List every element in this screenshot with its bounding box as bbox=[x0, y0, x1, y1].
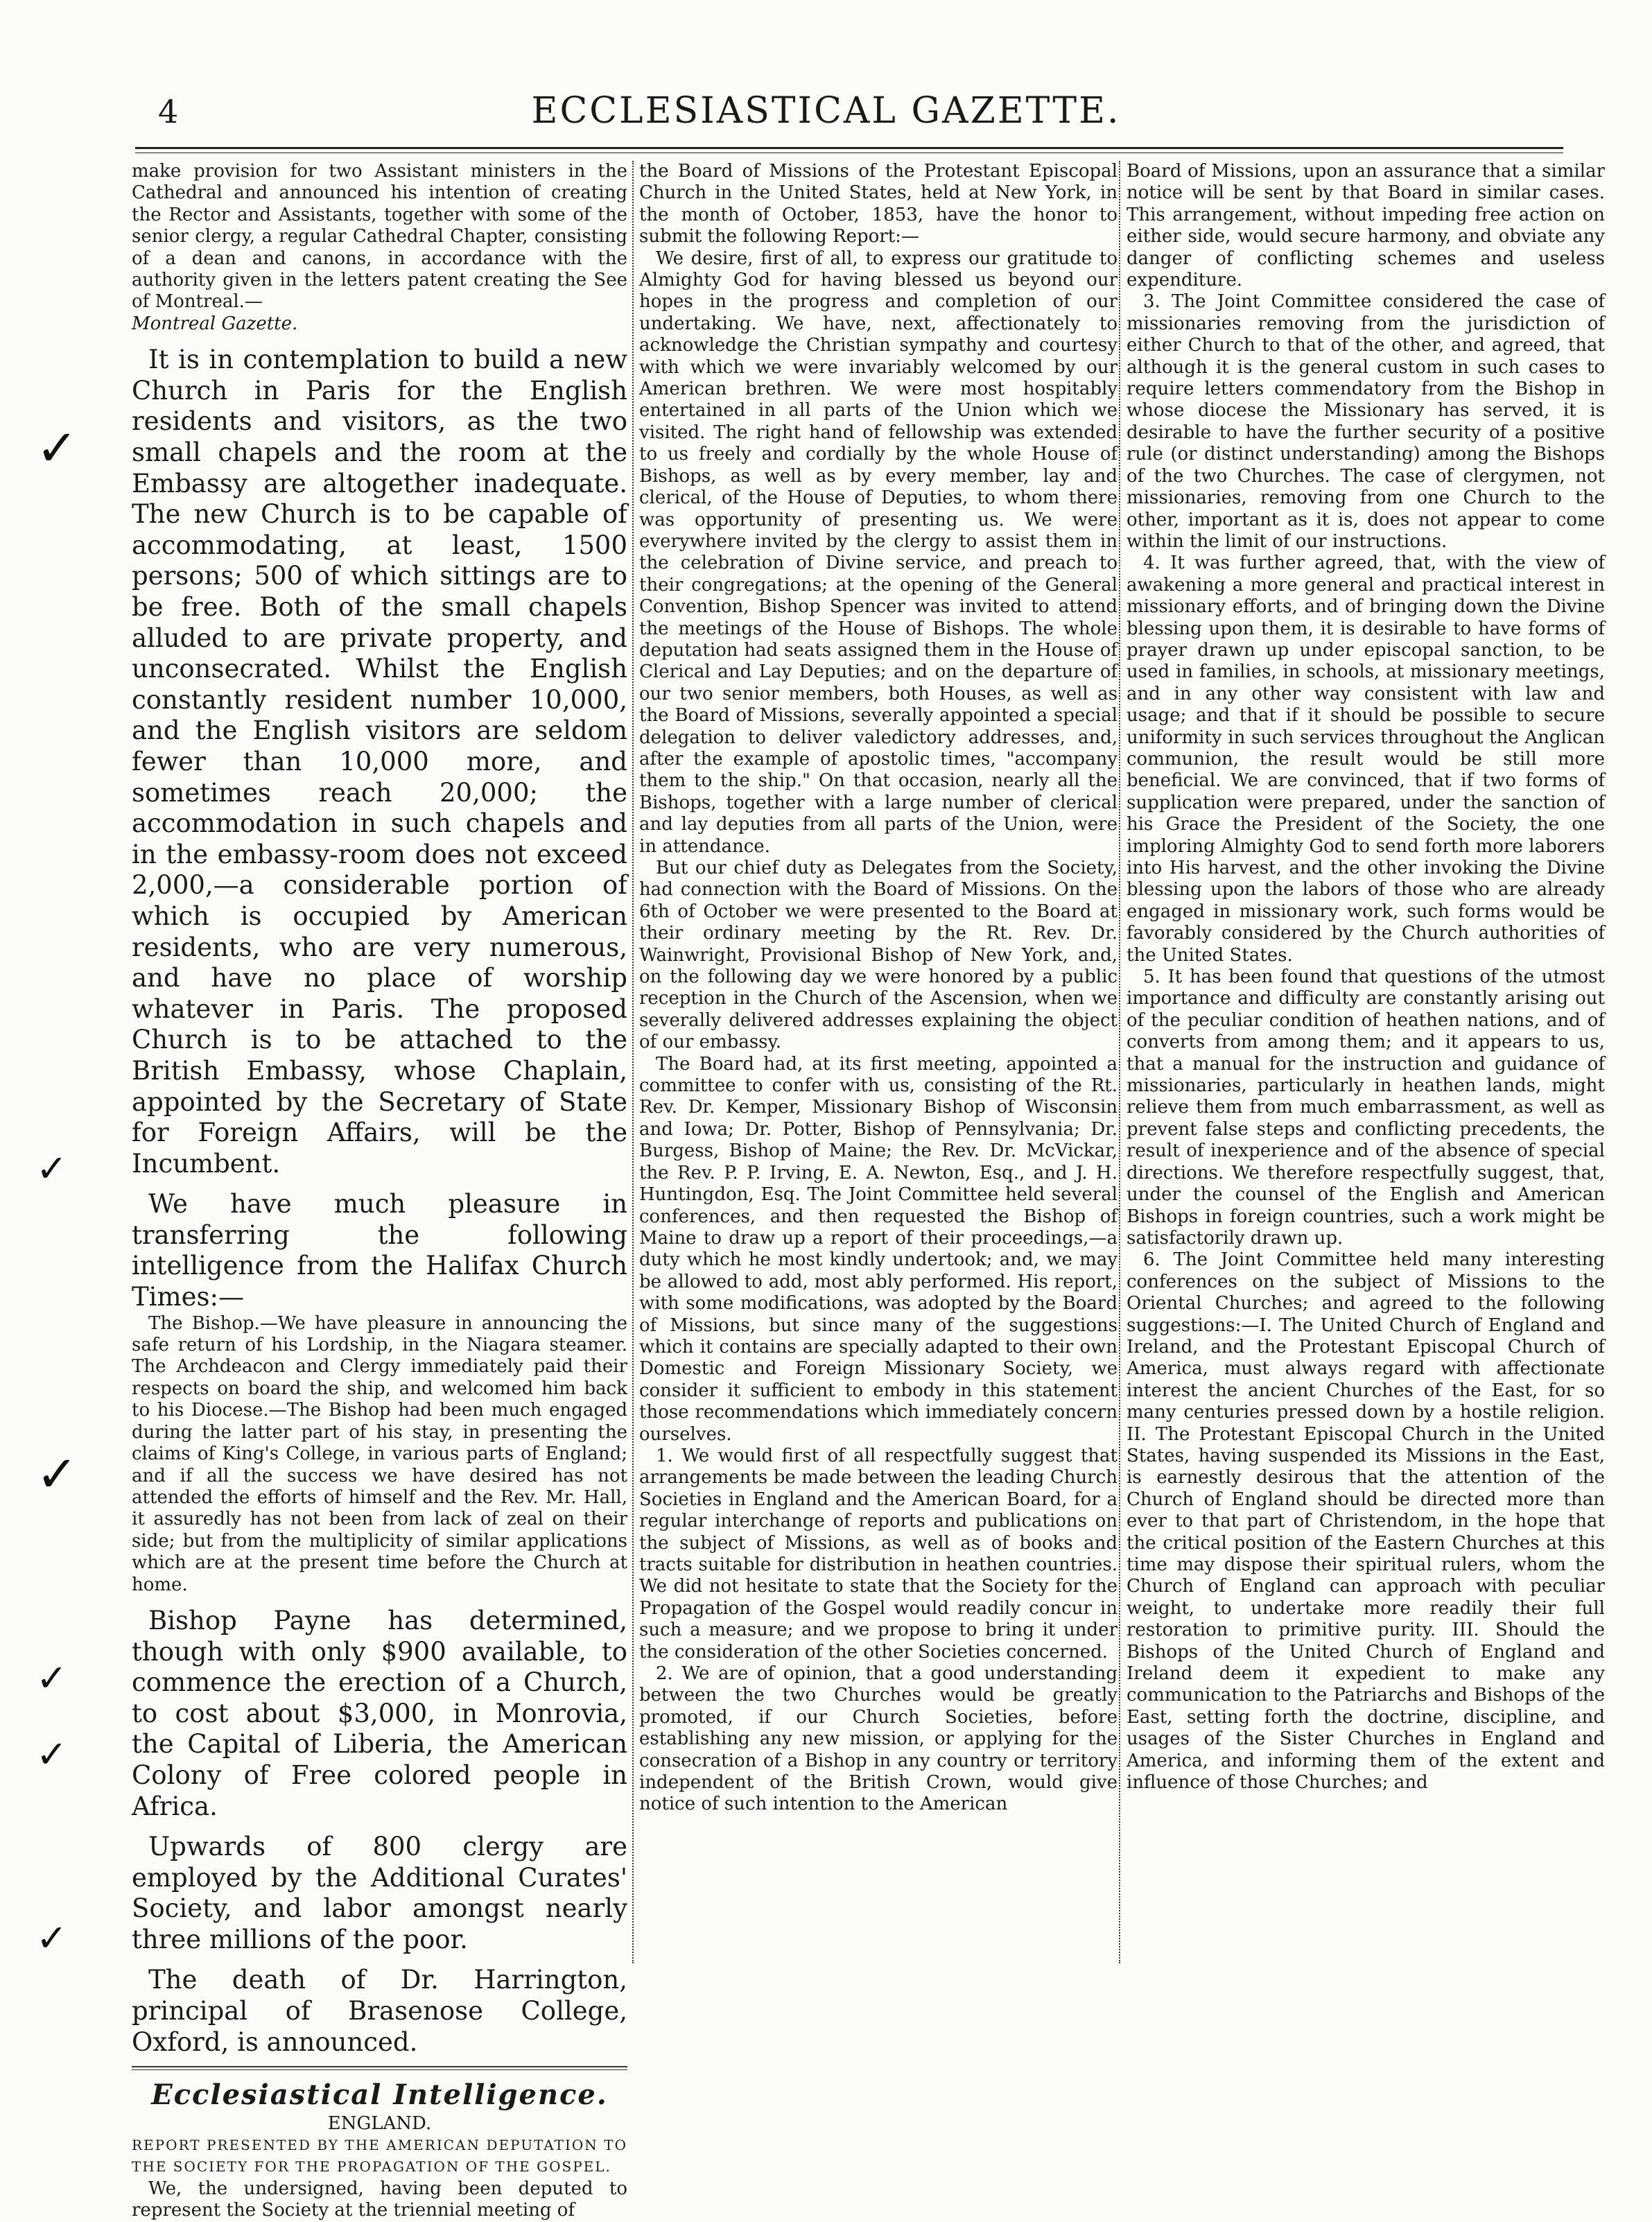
report-text: 2. We are of opinion, that a good understanding between the two Churches would be greatly promoted, if our Church Societies, before establishing any new mission, or applying for the consecration of a Bishop in any country or territory independent of the British Crown, would give notice of such intention to the American bbox=[639, 1663, 1118, 1815]
report-text: Board of Missions, upon an assurance that a similar notice will be sent by that Board in similar cases. This arrangement, without impeding free action on either side, would secure harmony, and obviate any danger of conflicting schemes and useless expenditure. bbox=[1127, 161, 1605, 291]
check-mark-icon: ✓ bbox=[36, 1147, 68, 1190]
report-text: We, the undersigned, having been deputed to represent the Society at the triennial meeting of bbox=[132, 2178, 627, 2221]
section-subheading: ENGLAND. bbox=[327, 2112, 432, 2134]
report-text: The Board had, at its first meeting, appointed a committee to confer with us, consisting of the Rt. Rev. Dr. Kemper, Missionary Bishop of Wisconsin and Iowa; Dr. Potter, Bishop of Pennsylvania; Dr. Burgess, Bishop of Maine; the Rev. Dr. McVickar, the Rev. P. P. Irving, E. A. Newton, Esq., and J. H. Huntingdon, Esq. The Joint Committee held several conferences, and then requested the Bishop of Maine to draw up a report of their proceedings,—a duty which he most kindly undertook; and, we may be allowed to add, most ably performed. His report, with some modifications, was adopted by the Board of Missions, but since many of the suggestions which it contains are specially adapted to their own Domestic and Foreign Missionary Society, we consider it sufficient to embody in this statement those recommendations which immediately concern ourselves. bbox=[639, 1053, 1118, 1445]
check-mark-icon: ✓ bbox=[36, 419, 78, 477]
check-mark-icon: ✓ bbox=[36, 1656, 68, 1700]
article-harrington-death: The death of Dr. Harrington, principal of Brasenose College, Oxford, is announced. bbox=[132, 1965, 627, 2057]
article-bishop-payne: Bishop Payne has determined, though with only $900 available, to commence the erection of a Church, to cost about $3,000, in Monrovia, the Capital of Liberia, the American Colony of Free colored people in Africa. bbox=[132, 1605, 627, 1821]
section-divider bbox=[132, 2066, 627, 2070]
column-divider bbox=[1119, 161, 1120, 1963]
check-mark-icon: ✓ bbox=[36, 1733, 68, 1776]
section-heading: Ecclesiastical Intelligence. bbox=[151, 2078, 608, 2112]
page-title: ECCLESIASTICAL GAZETTE. bbox=[531, 90, 1121, 132]
right-column bbox=[1127, 161, 1605, 1794]
page-number: 4 bbox=[158, 93, 179, 130]
report-text: the Board of Missions of the Protestant Episcopal Church in the United States, held at New York, in the month of October, 1853, have the honor to submit the following Report:— bbox=[639, 161, 1118, 248]
report-text: But our chief duty as Delegates from the Society, had connection with the Board of Missions. On the 6th of October we were presented to the Board at their ordinary meeting by the Rt. Rev. Dr. Wainwright, Provisional Bishop of New York, and, on the following day we were honored by a public reception in the Church of the Ascension, when we severally delivered addresses explaining the object of our embassy. bbox=[639, 858, 1118, 1053]
report-text: 4. It was further agreed, that, with the view of awakening a more general and practical interest in missionary efforts, and of bringing down the Divine blessing upon them, it is desirable to have forms of prayer drawn up under episcopal sanction, to be used in families, in schools, at missionary meetings, and in any other way consistent with law and usage; and that if it should be possible to secure uniformity in such services throughout the Anglican communion, the result would be still more beneficial. We are convinced, that if two forms of supplication were prepared, under the sanction of his Grace the President of the Society, the one imploring Almighty God to send forth more laborers into His harvest, and the other invoking the Divine blessing upon the labors of those who are already engaged in missionary work, such forms would be favorably considered by the Church authorities of the United States. bbox=[1127, 553, 1605, 966]
report-title: REPORT PRESENTED BY THE AMERICAN DEPUTATION TO THE SOCIETY FOR THE PROPAGATION OF THE GOSPEL. bbox=[132, 2137, 627, 2176]
header-rule bbox=[135, 147, 1563, 153]
article-intro-halifax: We have much pleasure in transferring the following intelligence from the Halifax Church Times:— bbox=[132, 1189, 627, 1312]
report-text: 1. We would first of all respectfully suggest that arrangements be made between the leading Church Societies in England and the American Board, for a regular interchange of reports and publications on the subject of Missions, as well as of books and tracts suitable for distribution in heathen countries. We did not hesitate to state that the Society for the Propagation of the Gospel would readily concur in such a measure; and we propose to bring it under the consideration of the other Societies concerned. bbox=[639, 1445, 1118, 1663]
column-divider bbox=[632, 161, 634, 1963]
report-text: 6. The Joint Committee held many interesting conferences on the subject of Missions to the Oriental Churches; and agreed to the following suggestions:—I. The United Church of England and Ireland, and the Protestant Episcopal Church of America, must always regard with affectionate interest the ancient Churches of the East, for so many centuries pressed down by a hostile religion. II. The Protestant Episcopal Church in the United States, having suspended its Missions in the East, is earnestly desirous that the attention of the Church of England should be directed more than ever to that part of Christendom, in the hope that the critical position of the Eastern Churches at this time may dispose their spiritual rulers, whom the Church of England can approach with peculiar weight, to undertake more readily their full restoration to primitive purity. III. Should the Bishops of the United Church of England and Ireland deem it expedient to make any communication to the Patriarchs and Bishops of the East, setting forth the doctrine, discipline, and usages of the Sister Churches in England and America, and informing them of the extent and influence of those Churches; and bbox=[1127, 1249, 1605, 1794]
article-bishop-return: The Bishop.—We have pleasure in announcing the safe return of his Lordship, in the Niagara steamer. The Archdeacon and Clergy immediately paid their respects on board the ship, and welcomed him back to his Diocese.—The Bishop had been much engaged during the latter part of his stay, in presenting the claims of King's College, in various parts of England; and if all the success we have desired has not attended the efforts of himself and the Rev. Mr. Hall, it assuredly has not been from lack of zeal on their side; but from the multiplicity of similar applications which are at the present time before the Church at home. bbox=[132, 1312, 627, 1595]
check-mark-icon: ✓ bbox=[36, 1445, 78, 1503]
article-paris-church: It is in contemplation to build a new Church in Paris for the English residents and visitors, as the two small chapels and the room at the Embassy are altogether inadequate. The new Church is to be capable of accommodating, at least, 1500 persons; 500 of which sittings are to be free. Both of the small chapels alluded to are private property, and unconsecrated. Whilst the English constantly resident number 10,000, and the English visitors are seldom fewer than 10,000 more, and sometimes reach 20,000; the accommodation in such chapels and in the embassy-room does not exceed 2,000,—a considerable portion of which is occupied by American residents, who are very numerous, and have no place of worship whatever in Paris. The proposed Church is to be attached to the British Embassy, whose Chaplain, appointed by the Secretary of State for Foreign Affairs, will be the Incumbent. bbox=[132, 345, 627, 1179]
article-curates-society: Upwards of 800 clergy are employed by the Additional Curates' Society, and labor amongst nearly three millions of the poor. bbox=[132, 1832, 627, 1954]
article-text: make provision for two Assistant ministers in the Cathedral and announced his intention of creating the Rector and Assistants, together with some of the senior clergy, a regular Cathedral Chapter, consisting of a dean and canons, in accordance with the authority given in the letters patent creating the See of Montreal.— bbox=[132, 161, 627, 313]
middle-column bbox=[639, 161, 1118, 1816]
report-text: We desire, first of all, to express our gratitude to Almighty God for having blessed us beyond our hopes in the progress and completion of our undertaking. We have, next, affectionately to acknowledge the Christian sympathy and courtesy with which we were invariably welcomed by our American brethren. We were most hospitably entertained in all parts of the Union which we visited. The right hand of fellowship was extended to us freely and cordially by the whole House of Bishops, as well as by every member, lay and clerical, of the House of Deputies, to whom there was opportunity of presenting us. We were everywhere invited by the clergy to assist them in the celebration of Divine service, and preach to their congregations; at the opening of the General Convention, Bishop Spencer was invited to attend the meetings of the House of Bishops. The whole deputation had seats assigned them in the House of Clerical and Lay Deputies; and on the departure of our two senior members, both Houses, as well as the Board of Missions, severally appointed a special delegation to deliver valedictory addresses, and, after the example of apostolic times, "accompany them to the ship." On that occasion, nearly all the Bishops, together with a large number of clerical and lay deputies from all parts of the Union, were in attendance. bbox=[639, 248, 1118, 857]
report-text: 3. The Joint Committee considered the case of missionaries removing from the jurisdiction of either Church to that of the other, and agreed, that although it is the general custom in such cases to require letters commendatory from the Bishop in whose diocese the Missionary has served, it is desirable to have the further security of a positive rule (or distinct understanding) among the Bishops of the two Churches. The case of clergymen, not missionaries, removing from one Church to the other, important as it is, does not appear to come within the limit of our instructions. bbox=[1127, 291, 1605, 552]
report-text: 5. It has been found that questions of the utmost importance and difficulty are constantly arising out of the peculiar condition of heathen nations, and of converts from among them; and it appears to us, that a manual for the instruction and guidance of missionaries, particularly in heathen lands, might relieve them from much embarrassment, as well as prevent false steps and conflicting precedents, the result of inexperience and of the absence of special directions. We therefore respectfully suggest, that, under the counsel of the English and American Bishops in foreign countries, such a work might be satisfactorily drawn up. bbox=[1127, 966, 1605, 1249]
article-source: Montreal Gazette. bbox=[132, 313, 298, 334]
check-mark-icon: ✓ bbox=[36, 1916, 68, 1960]
left-column bbox=[132, 161, 627, 2222]
